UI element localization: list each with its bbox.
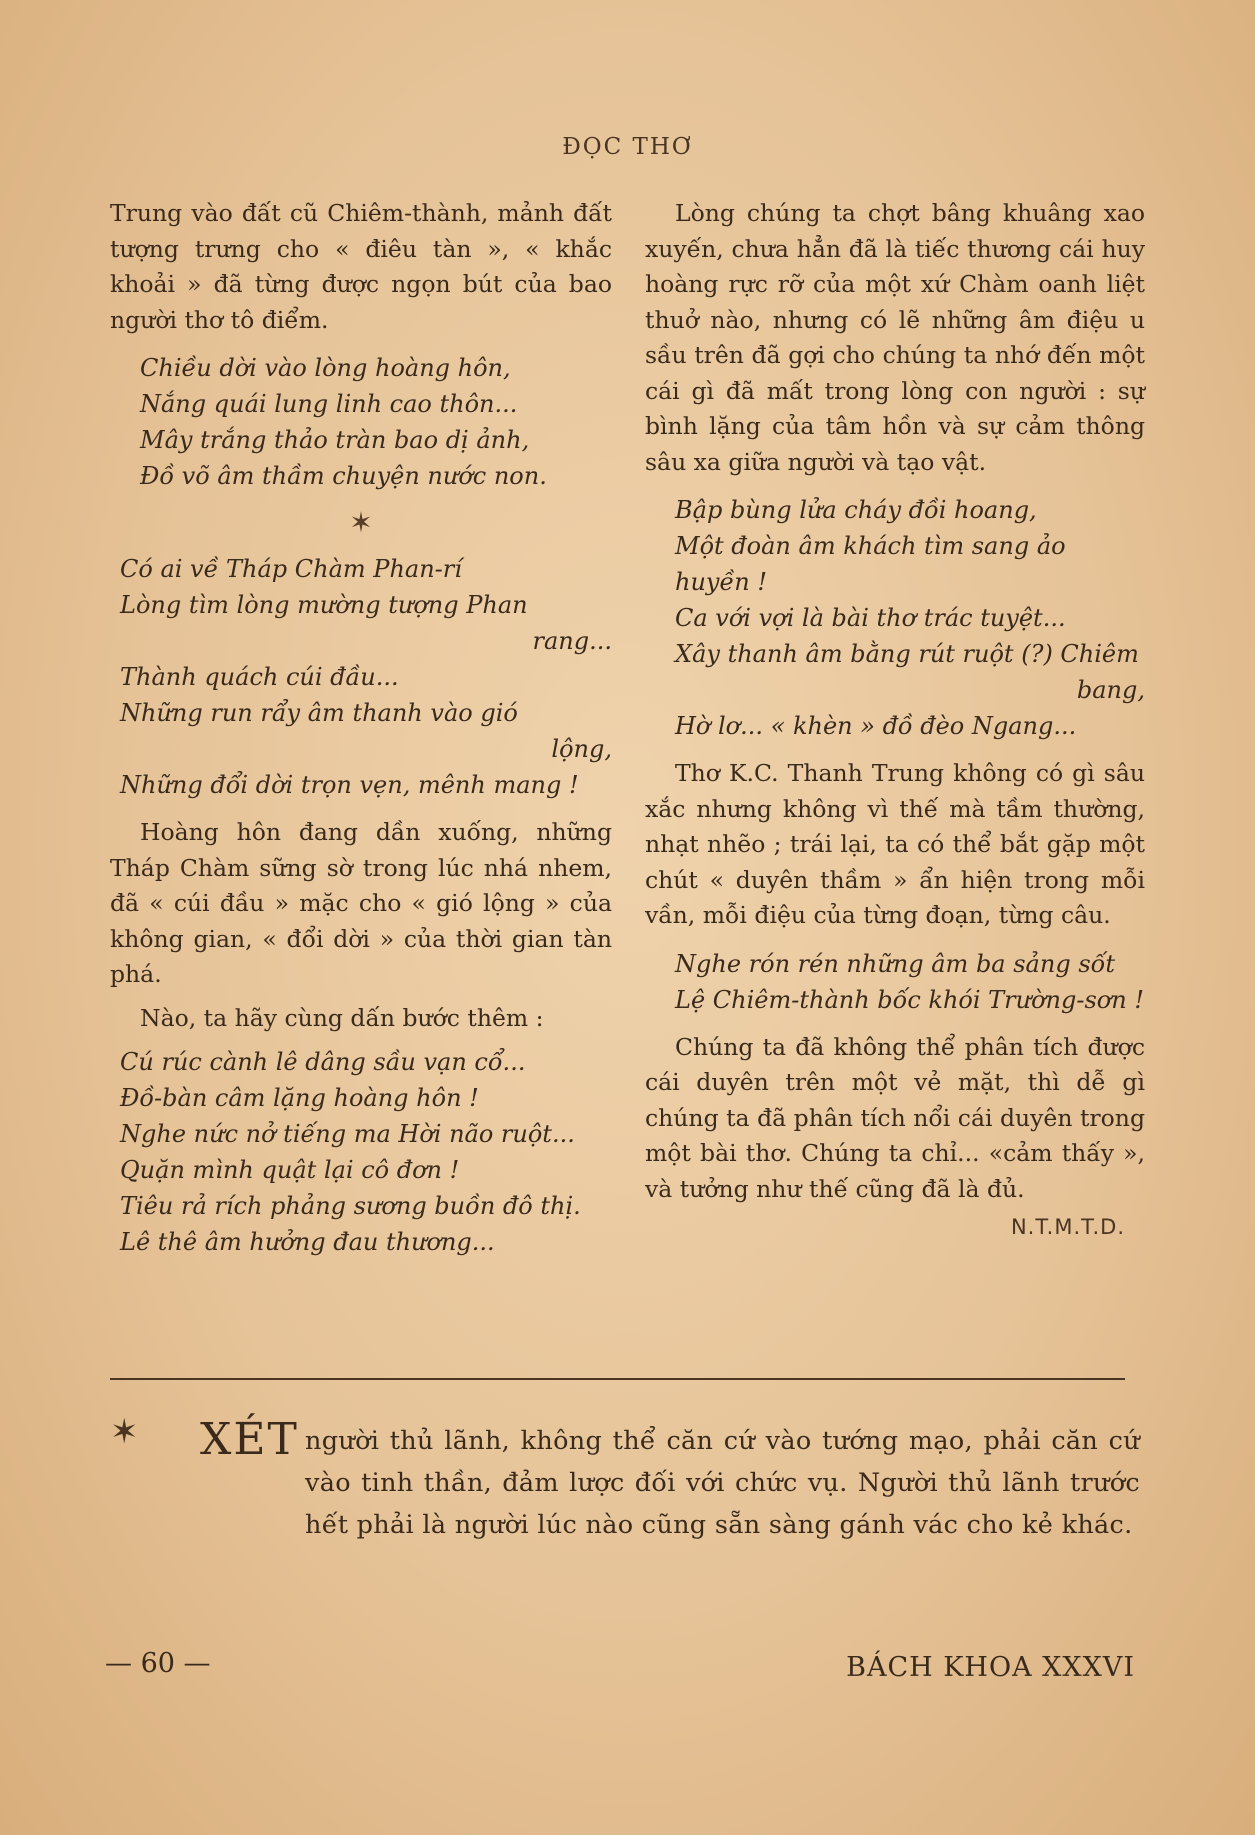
verse-line: Nghe nức nở tiếng ma Hời não ruột... bbox=[120, 1120, 575, 1148]
left-paragraph-2: Hoàng hôn đang dần xuống, những Tháp Chàm sững sờ trong lúc nhá nhem, đã « cúi đầu » mặc cho « gió lộng » của không gian, « đổi dời » của thời gian tàn phá. bbox=[110, 818, 612, 988]
right-paragraph-1: Lòng chúng ta chợt bâng khuâng xao xuyến, chưa hẳn đã là tiếc thương cái huy hoàng rực rỡ của một xứ Chàm oanh liệt thuở nào, nhưng có lẽ những âm điệu u sầu trên đã gợi cho chúng ta nhớ đến một cái gì đã mất trong lòng con người : sự bình lặng của tâm hồn và sự cảm thông sâu xa giữa người và tạo vật. bbox=[645, 199, 1145, 476]
verse-line: Lệ Chiêm-thành bốc khói Trường-sơn ! bbox=[675, 985, 1144, 1014]
verse-line: Có ai về Tháp Chàm Phan-rí bbox=[120, 555, 462, 583]
left-verse-2 bbox=[120, 551, 612, 803]
left-verse-1 bbox=[140, 350, 612, 494]
magazine-title: BÁCH KHOA XXXVI bbox=[846, 1652, 1135, 1683]
verse-line: Lê thê âm hưởng đau thương... bbox=[120, 1228, 495, 1256]
verse-line-continuation: rang... bbox=[532, 627, 612, 655]
author-signature: N.T.M.T.D. bbox=[1010, 1215, 1125, 1239]
left-verse-3 bbox=[120, 1044, 612, 1260]
left-paragraph-3: Nào, ta hãy cùng dấn bước thêm : bbox=[140, 1003, 544, 1032]
right-column bbox=[645, 196, 1145, 1239]
verse-line: Bập bùng lửa cháy đồi hoang, bbox=[675, 496, 1037, 524]
verse-line: Một đoàn âm khách tìm sang ảo huyền ! bbox=[675, 532, 1066, 596]
verse-line: Nắng quái lung linh cao thôn... bbox=[140, 390, 518, 418]
verse-line: Ca với vợi là bài thơ trác tuyệt... bbox=[675, 604, 1066, 632]
verse-line: Mây trắng thảo tràn bao dị ảnh, bbox=[140, 426, 530, 454]
divider bbox=[110, 1378, 1125, 1380]
right-paragraph-3: Chúng ta đã không thể phân tích được cái duyên trên một vẻ mặt, thì dễ gì chúng ta đã phân tích nổi cái duyên trong một bài thơ. Chúng ta chỉ... «cảm thấy », và tưởng như thế cũng đã là đủ. bbox=[645, 1032, 1145, 1203]
verse-line: Đồ-bàn câm lặng hoàng hôn ! bbox=[120, 1084, 479, 1112]
verse-line: Thành quách cúi đầu... bbox=[120, 663, 399, 691]
quote-text: người thủ lãnh, không thể căn cứ vào tướng mạo, phải căn cứ vào tinh thần, đảm lược đối với chức vụ. Người thủ lãnh trước hết phải là người lúc nào cũng sẵn sàng gánh vác cho kẻ khác. bbox=[305, 1426, 1140, 1540]
verse-line: Tiêu rả rích phảng sương buồn đô thị. bbox=[120, 1192, 581, 1220]
verse-line: Xây thanh âm bằng rút ruột (?) Chiêm bbox=[675, 640, 1139, 668]
right-verse-2 bbox=[675, 946, 1145, 1018]
star-ornament-icon: ✶ bbox=[349, 506, 373, 539]
verse-line-continuation: bang, bbox=[1076, 676, 1145, 704]
verse-line: Đồ võ âm thầm chuyện nước non. bbox=[140, 462, 547, 490]
quote-dropcap: XÉT bbox=[200, 1414, 299, 1465]
verse-line: Hờ lơ... « khèn » đồ đèo Ngang... bbox=[675, 712, 1077, 740]
verse-line: Cú rúc cành lê dâng sầu vạn cổ... bbox=[120, 1048, 526, 1076]
verse-line: Chiều dời vào lòng hoàng hôn, bbox=[140, 354, 511, 382]
right-verse-1 bbox=[675, 492, 1145, 744]
verse-line: Những đổi dời trọn vẹn, mênh mang ! bbox=[120, 771, 579, 799]
left-column bbox=[110, 196, 612, 1272]
page-number: — 60 — bbox=[105, 1648, 211, 1679]
verse-line: Nghe rón rén những âm ba sảng sốt bbox=[675, 949, 1115, 978]
verse-line: Những run rẩy âm thanh vào gió bbox=[120, 699, 518, 727]
verse-line: Lòng tìm lòng mường tượng Phan bbox=[120, 591, 528, 619]
page-header: ĐỌC THƠ bbox=[562, 134, 693, 160]
right-paragraph-2: Thơ K.C. Thanh Trung không có gì sâu xắc nhưng không vì thế mà tầm thường, nhạt nhẽo ; trái lại, ta có thể bắt gặp một chút « duyên thầm » ẩn hiện trong mỗi vần, mỗi điệu của từng đoạn, từng câu. bbox=[645, 759, 1145, 929]
verse-line-continuation: lộng, bbox=[551, 735, 612, 763]
verse-line: Quặn mình quật lại cô đơn ! bbox=[120, 1156, 460, 1184]
left-paragraph-1: Trung vào đất cũ Chiêm-thành, mảnh đất tượng trưng cho « điêu tàn », « khắc khoải » đã từng được ngọn bút của bao người thơ tô điểm. bbox=[110, 199, 612, 334]
star-ornament-icon: ✶ bbox=[110, 1412, 139, 1452]
